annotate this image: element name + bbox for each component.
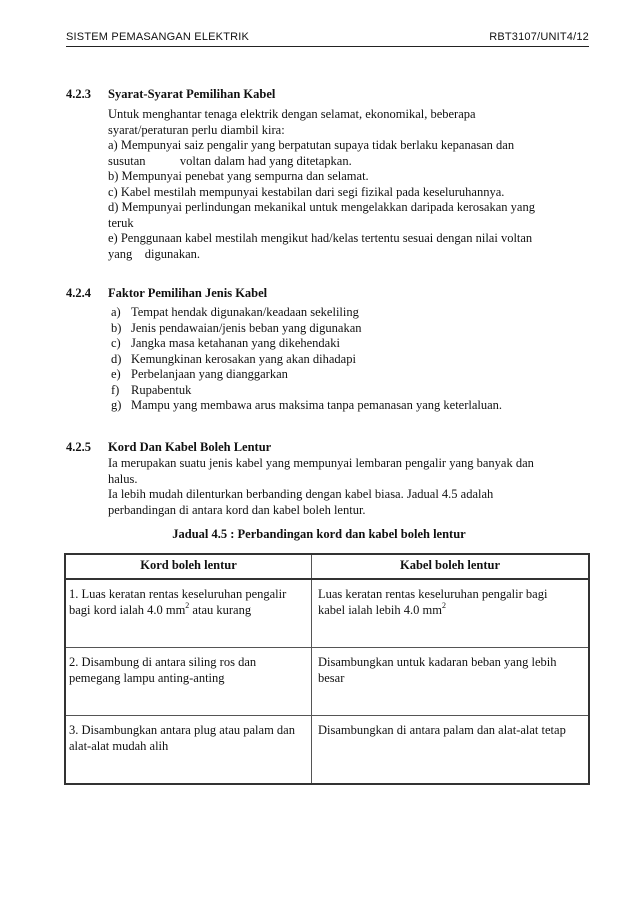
body-line: c) Kabel mestilah mempunyai kestabilan dari segi fizikal pada keseluruhannya. xyxy=(108,184,505,199)
page-header xyxy=(66,28,589,47)
list-item: d) Kemungkinan kerosakan yang akan dihadapi xyxy=(111,351,356,366)
table-cell: Disambungkan untuk kadaran beban yang lebih besar xyxy=(312,648,590,716)
table-cell: Disambungkan di antara palam dan alat-alat tetap xyxy=(312,716,590,785)
column-header: Kabel boleh lentur xyxy=(312,554,590,579)
section-number: 4.2.4 xyxy=(66,286,91,300)
body-line: b) Mempunyai penebat yang sempurna dan selamat. xyxy=(108,169,369,183)
table-cell: 3. Disambungkan antara plug atau palam dan alat-alat mudah alih xyxy=(65,716,312,785)
section-number: 4.2.3 xyxy=(66,87,91,101)
factor-list xyxy=(111,305,571,414)
body-line: halus. xyxy=(108,471,138,486)
table-row xyxy=(65,716,589,785)
table-cell: Luas keratan rentas keseluruhan pengalir bagi kabel ialah lebih 4.0 $mm^2$ xyxy=(312,579,590,648)
list-item: e) Perbelanjaan yang dianggarkan xyxy=(111,367,288,381)
body-line: d) Mempunyai perlindungan mekanikal untuk mengelakkan daripada kerosakan yang xyxy=(108,200,535,214)
body-line: susutan voltan dalam had yang ditetapkan. xyxy=(108,153,352,168)
section-title: Syarat-Syarat Pemilihan Kabel xyxy=(108,87,276,101)
section-4-2-5 xyxy=(66,440,576,520)
body-line: e) Penggunaan kabel mestilah mengikut had/kelas tertentu sesuai dengan nilai voltan xyxy=(108,231,533,245)
table-cell: 2. Disambung di antara siling ros dan pemegang lampu anting-anting xyxy=(65,648,312,716)
section-number: 4.2.5 xyxy=(66,440,91,454)
comparison-table xyxy=(64,553,590,785)
section-title: Faktor Pemilihan Jenis Kabel xyxy=(108,286,268,300)
body-line: a) Mempunyai saiz pengalir yang berpatutan supaya tidak berlaku kepanasan dan xyxy=(108,138,515,152)
list-item: a) Tempat hendak digunakan/keadaan sekeliling xyxy=(111,305,359,319)
table-cell: 1. Luas keratan rentas keseluruhan pengalir bagi kord ialah 4.0 $mm^2$ atau kurang xyxy=(65,579,312,648)
table-row xyxy=(65,579,589,648)
column-header: Kord boleh lentur xyxy=(65,554,312,579)
body-line: Untuk menghantar tenaga elektrik dengan selamat, ekonomikal, beberapa xyxy=(108,107,476,121)
body-line: syarat/peraturan perlu diambil kira: xyxy=(108,122,285,137)
list-item: c) Jangka masa ketahanan yang dikehendaki xyxy=(111,336,340,350)
section-title: Kord Dan Kabel Boleh Lentur xyxy=(108,440,272,454)
header-left: SISTEM PEMASANGAN ELEKTRIK xyxy=(66,31,250,43)
body-line: Ia lebih mudah dilenturkan berbanding dengan kabel biasa. Jadual 4.5 adalah xyxy=(108,487,494,501)
body-line: teruk xyxy=(108,215,134,230)
table-row xyxy=(65,648,589,716)
list-item: b) Jenis pendawaian/jenis beban yang digunakan xyxy=(111,320,362,335)
table-header-row xyxy=(65,554,589,579)
body-line: Ia merupakan suatu jenis kabel yang mempunyai lembaran pengalir yang banyak dan xyxy=(108,456,534,470)
header-right: RBT3107/UNIT4/12 xyxy=(489,31,589,43)
section-4-2-4 xyxy=(66,286,576,416)
section-body xyxy=(108,107,568,262)
section-4-2-3 xyxy=(66,87,576,261)
list-item: g) Mampu yang membawa arus maksima tanpa pemanasan yang keterlaluan. xyxy=(111,398,503,412)
body-line: yang digunakan. xyxy=(108,246,200,261)
table-caption: Jadual 4.5 : Perbandingan kord dan kabel boleh lentur xyxy=(172,527,466,541)
section-body xyxy=(108,456,568,518)
list-item: f) Rupabentuk xyxy=(111,382,192,397)
body-line: perbandingan di antara kord dan kabel boleh lentur. xyxy=(108,502,366,517)
